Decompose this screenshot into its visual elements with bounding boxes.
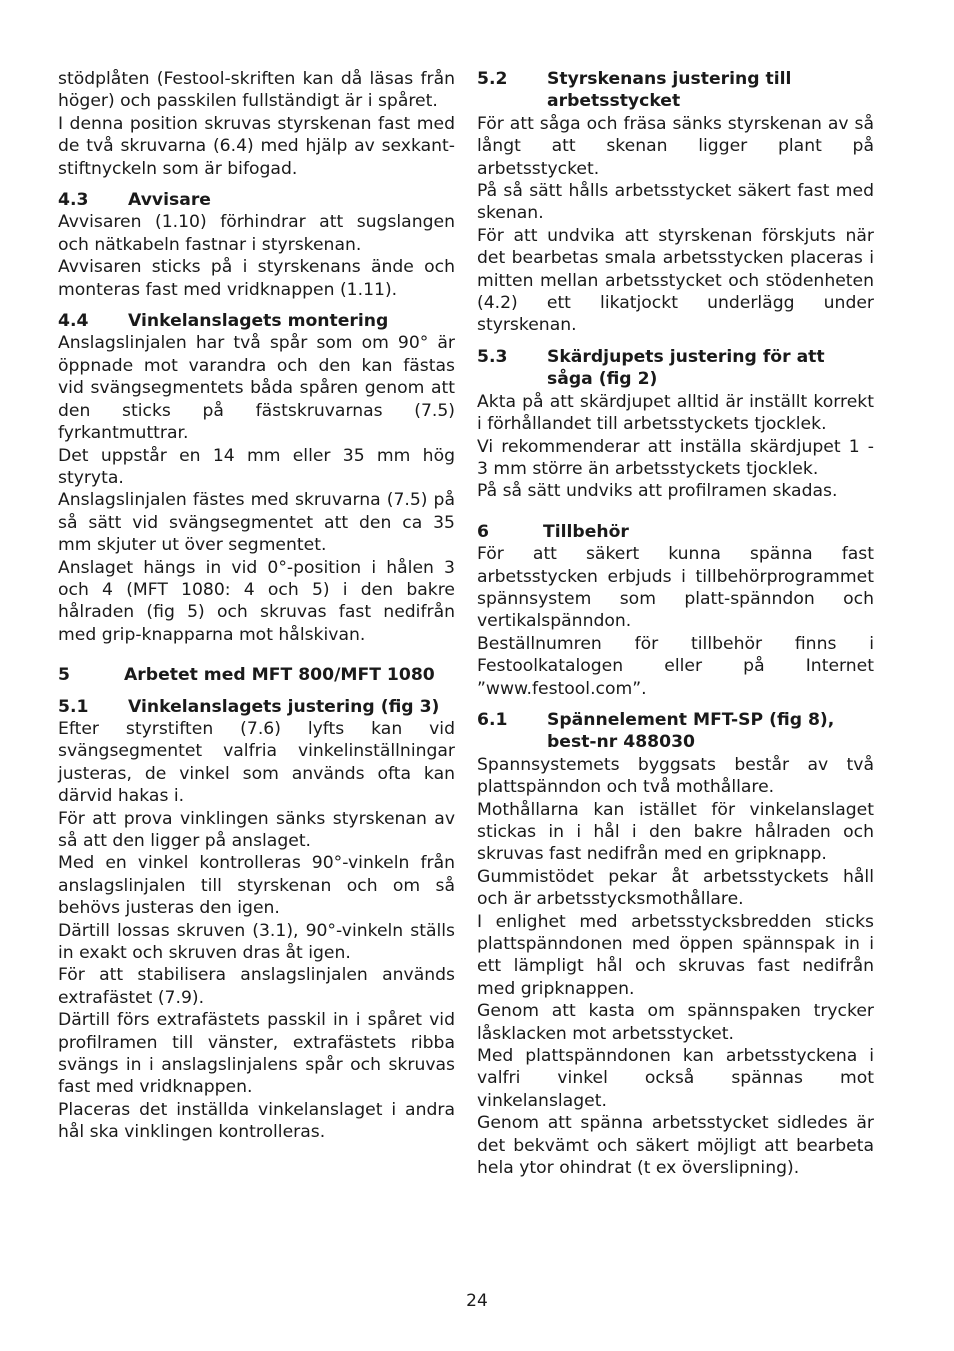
paragraph: Med plattspänndonen kan arbetsstyckena i valfri vinkel också spännas mot vinkelanslaget. xyxy=(477,1046,874,1111)
section-title: Styrskenans justering till arbetsstycket xyxy=(547,69,792,112)
section-heading-4-4 xyxy=(58,310,455,332)
section-title: Vinkelanslagets montering xyxy=(128,311,389,332)
section-heading-6 xyxy=(477,521,874,543)
section-title: Spännelement MFT-SP (fig 8), best-nr 488030 xyxy=(547,709,835,753)
section-number: 5.1 xyxy=(58,696,89,717)
section-heading-5-1 xyxy=(58,696,455,718)
section-title: Skärdjupets justering för att såga (fig 2) xyxy=(547,346,825,390)
right-column xyxy=(477,68,874,1180)
paragraph: Akta på att skärdjupet alltid är inställt korrekt i förhållandet till arbetsstyckets tjocklek. xyxy=(477,391,874,435)
paragraph: Placeras det inställda vinkelanslaget i andra hål ska vinklingen kontrolleras. xyxy=(58,1099,455,1143)
paragraph: Det uppstår en 14 mm eller 35 mm hög styryta. xyxy=(58,445,455,488)
section-title: Tillbehör xyxy=(543,521,629,542)
section-number: 6 xyxy=(477,521,489,542)
section-number: 6.1 xyxy=(477,709,508,730)
section-title: Arbetet med MFT 800/MFT 1080 xyxy=(124,665,435,686)
paragraph: Vi rekommenderar att inställa skärdjupet 1 - 3 mm större än arbetsstyckets tjocklek. xyxy=(477,436,874,479)
paragraph: Därtill förs extrafästets passkil in i spåret vid profilramen till vänster, extrafästets ribba svängs in i anslagslinjalens spår och skruvas fast med vridknappen. xyxy=(58,1010,455,1098)
paragraph: På så sätt undviks att profilramen skadas. xyxy=(477,481,838,502)
paragraph: I denna position skruvas styrskenan fast med de två skruvarna (6.4) med hjälp av sexkant-stiftnyckeln som är bifogad. xyxy=(58,113,455,179)
section-title: Vinkelanslagets justering (fig 3) xyxy=(128,696,440,717)
section-heading-6-1 xyxy=(477,709,874,754)
paragraph: Beställnumren för tillbehör finns i Festoolkatalogen eller på Internet ”www.festool.com”. xyxy=(477,633,874,699)
paragraph: För att säkert kunna spänna fast arbetsstycken erbjuds i tillbehörprogrammet spännsystem som platt-spänndon och vertikalspänndon. xyxy=(477,544,874,632)
section-number: 5.2 xyxy=(477,69,508,89)
section-number: 5.3 xyxy=(477,346,508,367)
paragraph: För att stabilisera anslagslinjalen används extrafästet (7.9). xyxy=(58,965,455,1008)
paragraph: Spannsystemets byggsats består av två plattspänndon och två mothållare. xyxy=(477,754,874,798)
paragraph: Anslagslinjalen har två spår som om 90° är öppnade mot varandra och den kan fästas vid svängsegmentets båda spåren genom att den sticks på fästskruvarnas (7.5) fyrkantmuttrar. xyxy=(58,333,455,444)
section-number: 5 xyxy=(58,665,70,686)
section-number: 4.4 xyxy=(58,311,89,332)
paragraph: Efter styrstiften (7.6) lyfts kan vid svängsegmentet valfria vinkelinställningar justeras, de vinkel som används ofta kan därvid hakas i. xyxy=(58,718,455,807)
paragraph: För att prova vinklingen sänks styrskenan av så att den ligger på anslaget. xyxy=(58,808,455,851)
page-number: 24 xyxy=(466,1291,488,1311)
paragraph: stödplåten (Festool-skriften kan då läsas från höger) och passkilen fullständigt är i spåret. xyxy=(58,69,455,112)
paragraph: Mothållarna kan istället för vinkelanslaget stickas in i hål i den bakre hålraden och skruvas fast nedifrån med en gripknapp. xyxy=(477,799,874,865)
paragraph: För att undvika att styrskenan förskjuts när det bearbetas smala arbetsstycken placeras i mitten mellan arbetsstycket och stödenheten (4.2) ett likatjockt underlägg under styrskenan. xyxy=(477,225,874,336)
paragraph: Gummistödet pekar åt arbetsstyckets håll och är arbetsstycksmothållare. xyxy=(477,866,874,910)
section-number: 4.3 xyxy=(58,190,89,211)
paragraph: För att såga och fräsa sänks styrskenan av så långt att skenan ligger plant på arbetsstycket. xyxy=(477,113,874,179)
section-heading-5-3 xyxy=(477,346,874,391)
section-title: Avvisare xyxy=(128,190,211,211)
paragraph: Avvisaren (1.10) förhindrar att sugslangen och nätkabeln fastnar i styrskenan. xyxy=(58,212,455,255)
paragraph: Därtill lossas skruven (3.1), 90°-vinkeln ställs in exakt och skruven dras åt igen. xyxy=(58,920,455,964)
paragraph: I enlighet med arbetsstycksbredden sticks plattspänndonen med öppen spännspak in i ett lämpligt hål och skruvas fast nedifrån med gripknappen. xyxy=(477,911,874,999)
left-column xyxy=(58,68,455,1144)
paragraph: Genom att kasta om spännspaken trycker låsklacken mot arbetsstycket. xyxy=(477,1001,874,1044)
paragraph: Genom att spänna arbetsstycket sidledes är det bekvämt och säkert möjligt att bearbeta hela ytor ohindrat (t ex överslipning). xyxy=(477,1113,874,1179)
section-heading-5 xyxy=(58,664,455,686)
paragraph: Med en vinkel kontrolleras 90°-vinkeln från anslagslinjalen till styrskenan och om så behövs justeras den igen. xyxy=(58,853,455,919)
paragraph: Avvisaren sticks på i styrskenans ände och monteras fast med vridknappen (1.11). xyxy=(58,257,455,300)
section-heading-5-2 xyxy=(477,68,874,113)
section-heading-4-3 xyxy=(58,189,455,211)
paragraph: Anslaget hängs in vid 0°-position i hålen 3 och 4 (MFT 1080: 4 och 5) i den bakre hålraden (fig 5) och skruvas fast nedifrån med grip-knapparna mot hålskivan. xyxy=(58,557,455,645)
paragraph: På så sätt hålls arbetsstycket säkert fast med skenan. xyxy=(477,181,874,224)
paragraph: Anslagslinjalen fästes med skruvarna (7.5) på så sätt vid svängsegmentet att den ca 35 mm skjuter ut över segmentet. xyxy=(58,490,455,556)
